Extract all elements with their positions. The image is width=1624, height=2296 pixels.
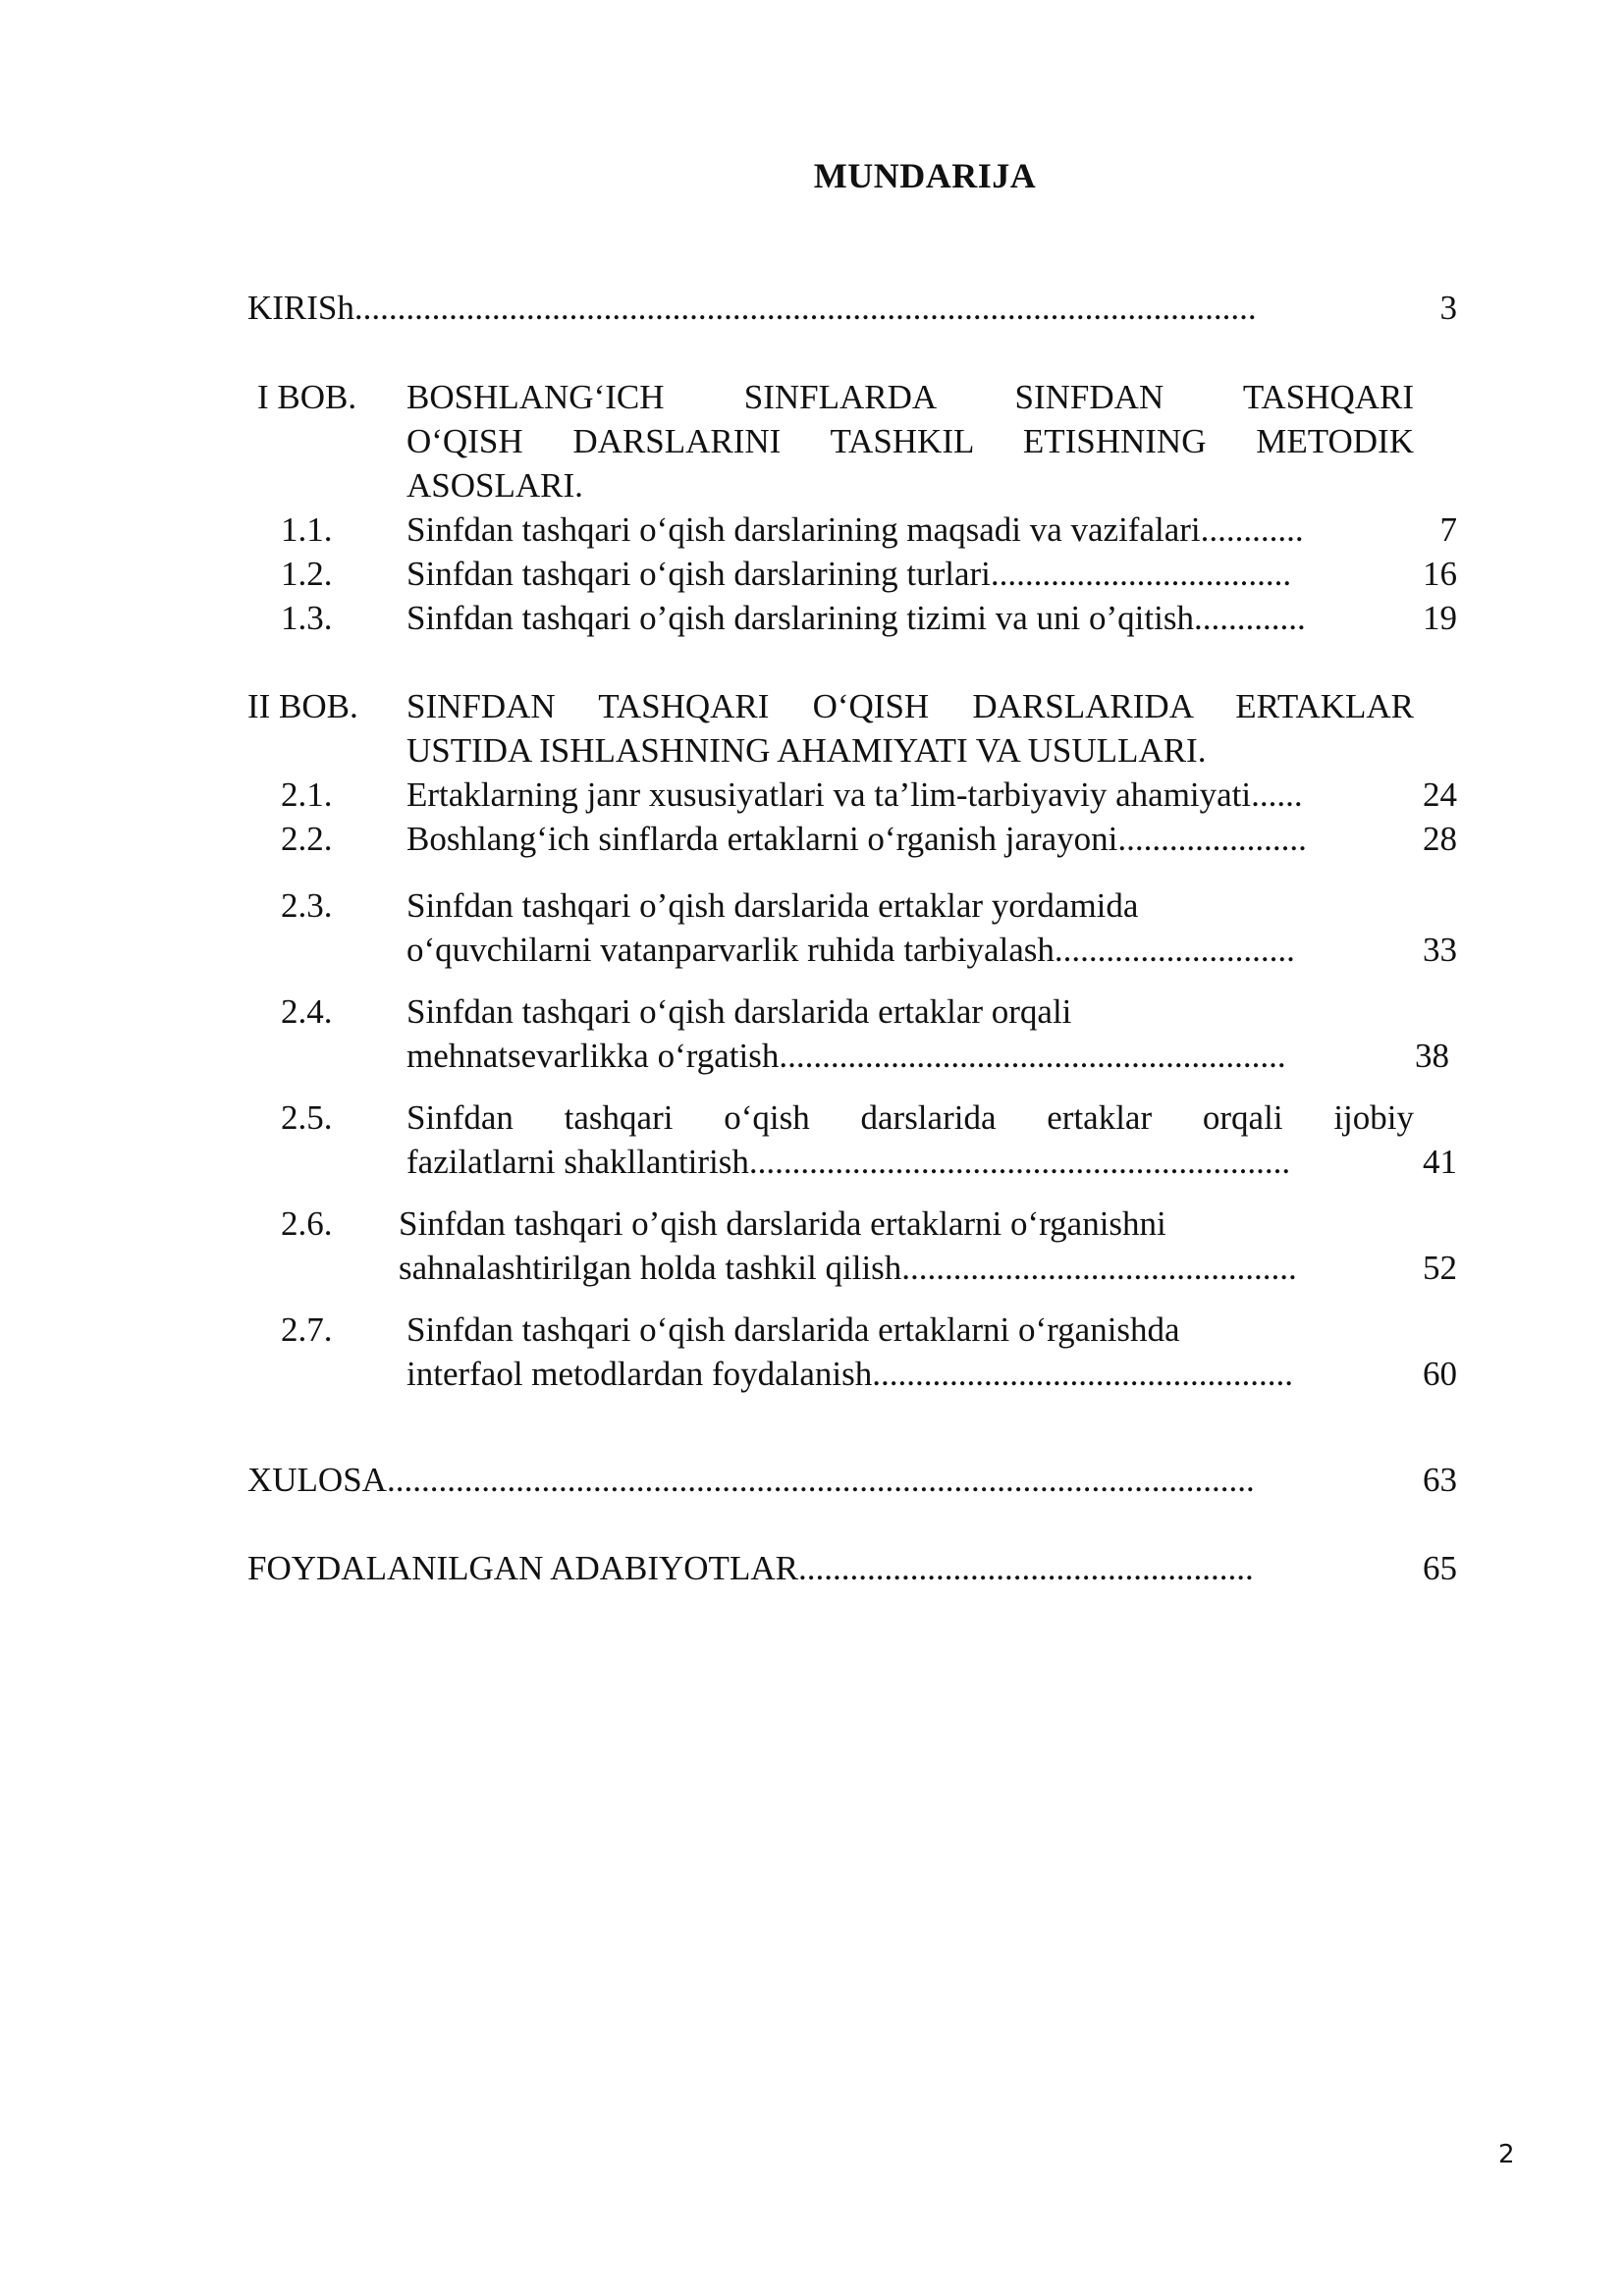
toc-section-title: Sinfdan tashqari o‘qish darslarida ertaklar orqali — [406, 992, 1072, 1031]
toc-section-number: 2.6. — [281, 1204, 333, 1243]
toc-section-number: 2.7. — [281, 1310, 333, 1349]
toc-section-title: Sinfdan tashqari o’qish darslarining tizimi va uni o’qitish............. — [406, 599, 1306, 637]
toc-page-number: 52 — [1423, 1249, 1457, 1287]
toc-page-number: 16 — [1423, 555, 1457, 593]
toc-page-number: 65 — [1423, 1549, 1457, 1587]
toc-section-number: 1.1. — [281, 510, 333, 549]
footer-page-number: 2 — [1498, 2140, 1515, 2169]
chapter-label: II BOB. — [247, 687, 358, 725]
chapter-title-line: ASOSLARI. — [406, 466, 583, 505]
toc-section-number: 2.1. — [281, 775, 333, 814]
chapter-title-line: BOSHLANG‘ICH SINFLARDA SINFDAN TASHQARI — [406, 378, 1414, 416]
toc-entry-intro — [247, 286, 1257, 330]
chapter-label: I BOB. — [257, 378, 357, 416]
chapter-title-line: SINFDAN TASHQARI O‘QISH DARSLARIDA ERTAKLAR — [406, 687, 1414, 725]
toc-section-title: Sinfdan tashqari o’qish darslarida ertaklar yordamida — [406, 886, 1139, 925]
toc-section-title: sahnalashtirilgan holda tashkil qilish.............................................. — [399, 1249, 1297, 1287]
toc-page-number: 41 — [1423, 1143, 1457, 1181]
toc-page-number: 24 — [1423, 775, 1457, 814]
toc-entry-label: FOYDALANILGAN ADABIYOTLAR — [247, 1549, 798, 1587]
toc-section-title: fazilatlarni shakllantirish............................................................... — [406, 1143, 1291, 1181]
toc-section-number: 1.3. — [281, 599, 333, 637]
toc-section-title: Sinfdan tashqari o‘qish darslarida ertaklar orqali ijobiy — [406, 1098, 1414, 1137]
chapter-title-line: USTIDA ISHLASHNING AHAMIYATI VA USULLARI. — [406, 731, 1207, 770]
toc-section-title: Sinfdan tashqari o‘qish darslarida ertaklarni o‘rganishda — [406, 1310, 1180, 1349]
chapter-title-line: O‘QISH DARSLARINI TASHKIL ETISHNING METODIK — [406, 422, 1414, 460]
toc-section-title: Boshlang‘ich sinflarda ertaklarni o‘rganish jarayoni...................... — [406, 820, 1307, 858]
toc-entry-label: XULOSA — [247, 1461, 387, 1499]
toc-section-title: Ertaklarning janr xususiyatlari va ta’lim-tarbiyaviy ahamiyati...... — [406, 775, 1303, 814]
toc-section-number: 2.5. — [281, 1098, 333, 1137]
toc-page-number: 33 — [1423, 931, 1457, 969]
toc-entry-label: KIRISh — [247, 289, 354, 327]
toc-section-title: Sinfdan tashqari o‘qish darslarining turlari................................... — [406, 555, 1292, 593]
toc-section-title: mehnatsevarlikka o‘rgatish........................................................... — [406, 1037, 1286, 1075]
toc-section-title: o‘quvchilarni vatanparvarlik ruhida tarbiyalash............................ — [406, 931, 1295, 969]
toc-entry-references — [247, 1546, 1254, 1590]
toc-section-number: 1.2. — [281, 555, 333, 593]
toc-page-number: 60 — [1423, 1355, 1457, 1393]
toc-page-number: 19 — [1423, 599, 1457, 637]
toc-leader-dots: ..................................................... — [797, 1549, 1254, 1587]
toc-page-number: 3 — [1439, 289, 1457, 327]
toc-section-title: Sinfdan tashqari o‘qish darslarining maqsadi va vazifalari............ — [406, 510, 1304, 549]
toc-page-number: 38 — [1415, 1037, 1449, 1075]
toc-page-number: 7 — [1439, 510, 1457, 549]
page-title: MUNDARIJA — [813, 156, 1037, 195]
toc-page-number: 63 — [1423, 1461, 1457, 1499]
toc-leader-dots: ..................................................................................................... — [386, 1461, 1255, 1499]
toc-section-title: interfaol metodlardan foydalanish................................................. — [406, 1355, 1294, 1393]
toc-section-number: 2.3. — [281, 886, 333, 925]
toc-section-title: Sinfdan tashqari o’qish darslarida ertaklarni o‘rganishni — [399, 1204, 1166, 1243]
toc-page-number: 28 — [1423, 820, 1457, 858]
toc-section-number: 2.2. — [281, 820, 333, 858]
toc-entry-conclusion — [247, 1458, 1255, 1502]
toc-leader-dots: ......................................................................................................... — [353, 289, 1257, 327]
toc-section-number: 2.4. — [281, 992, 333, 1031]
